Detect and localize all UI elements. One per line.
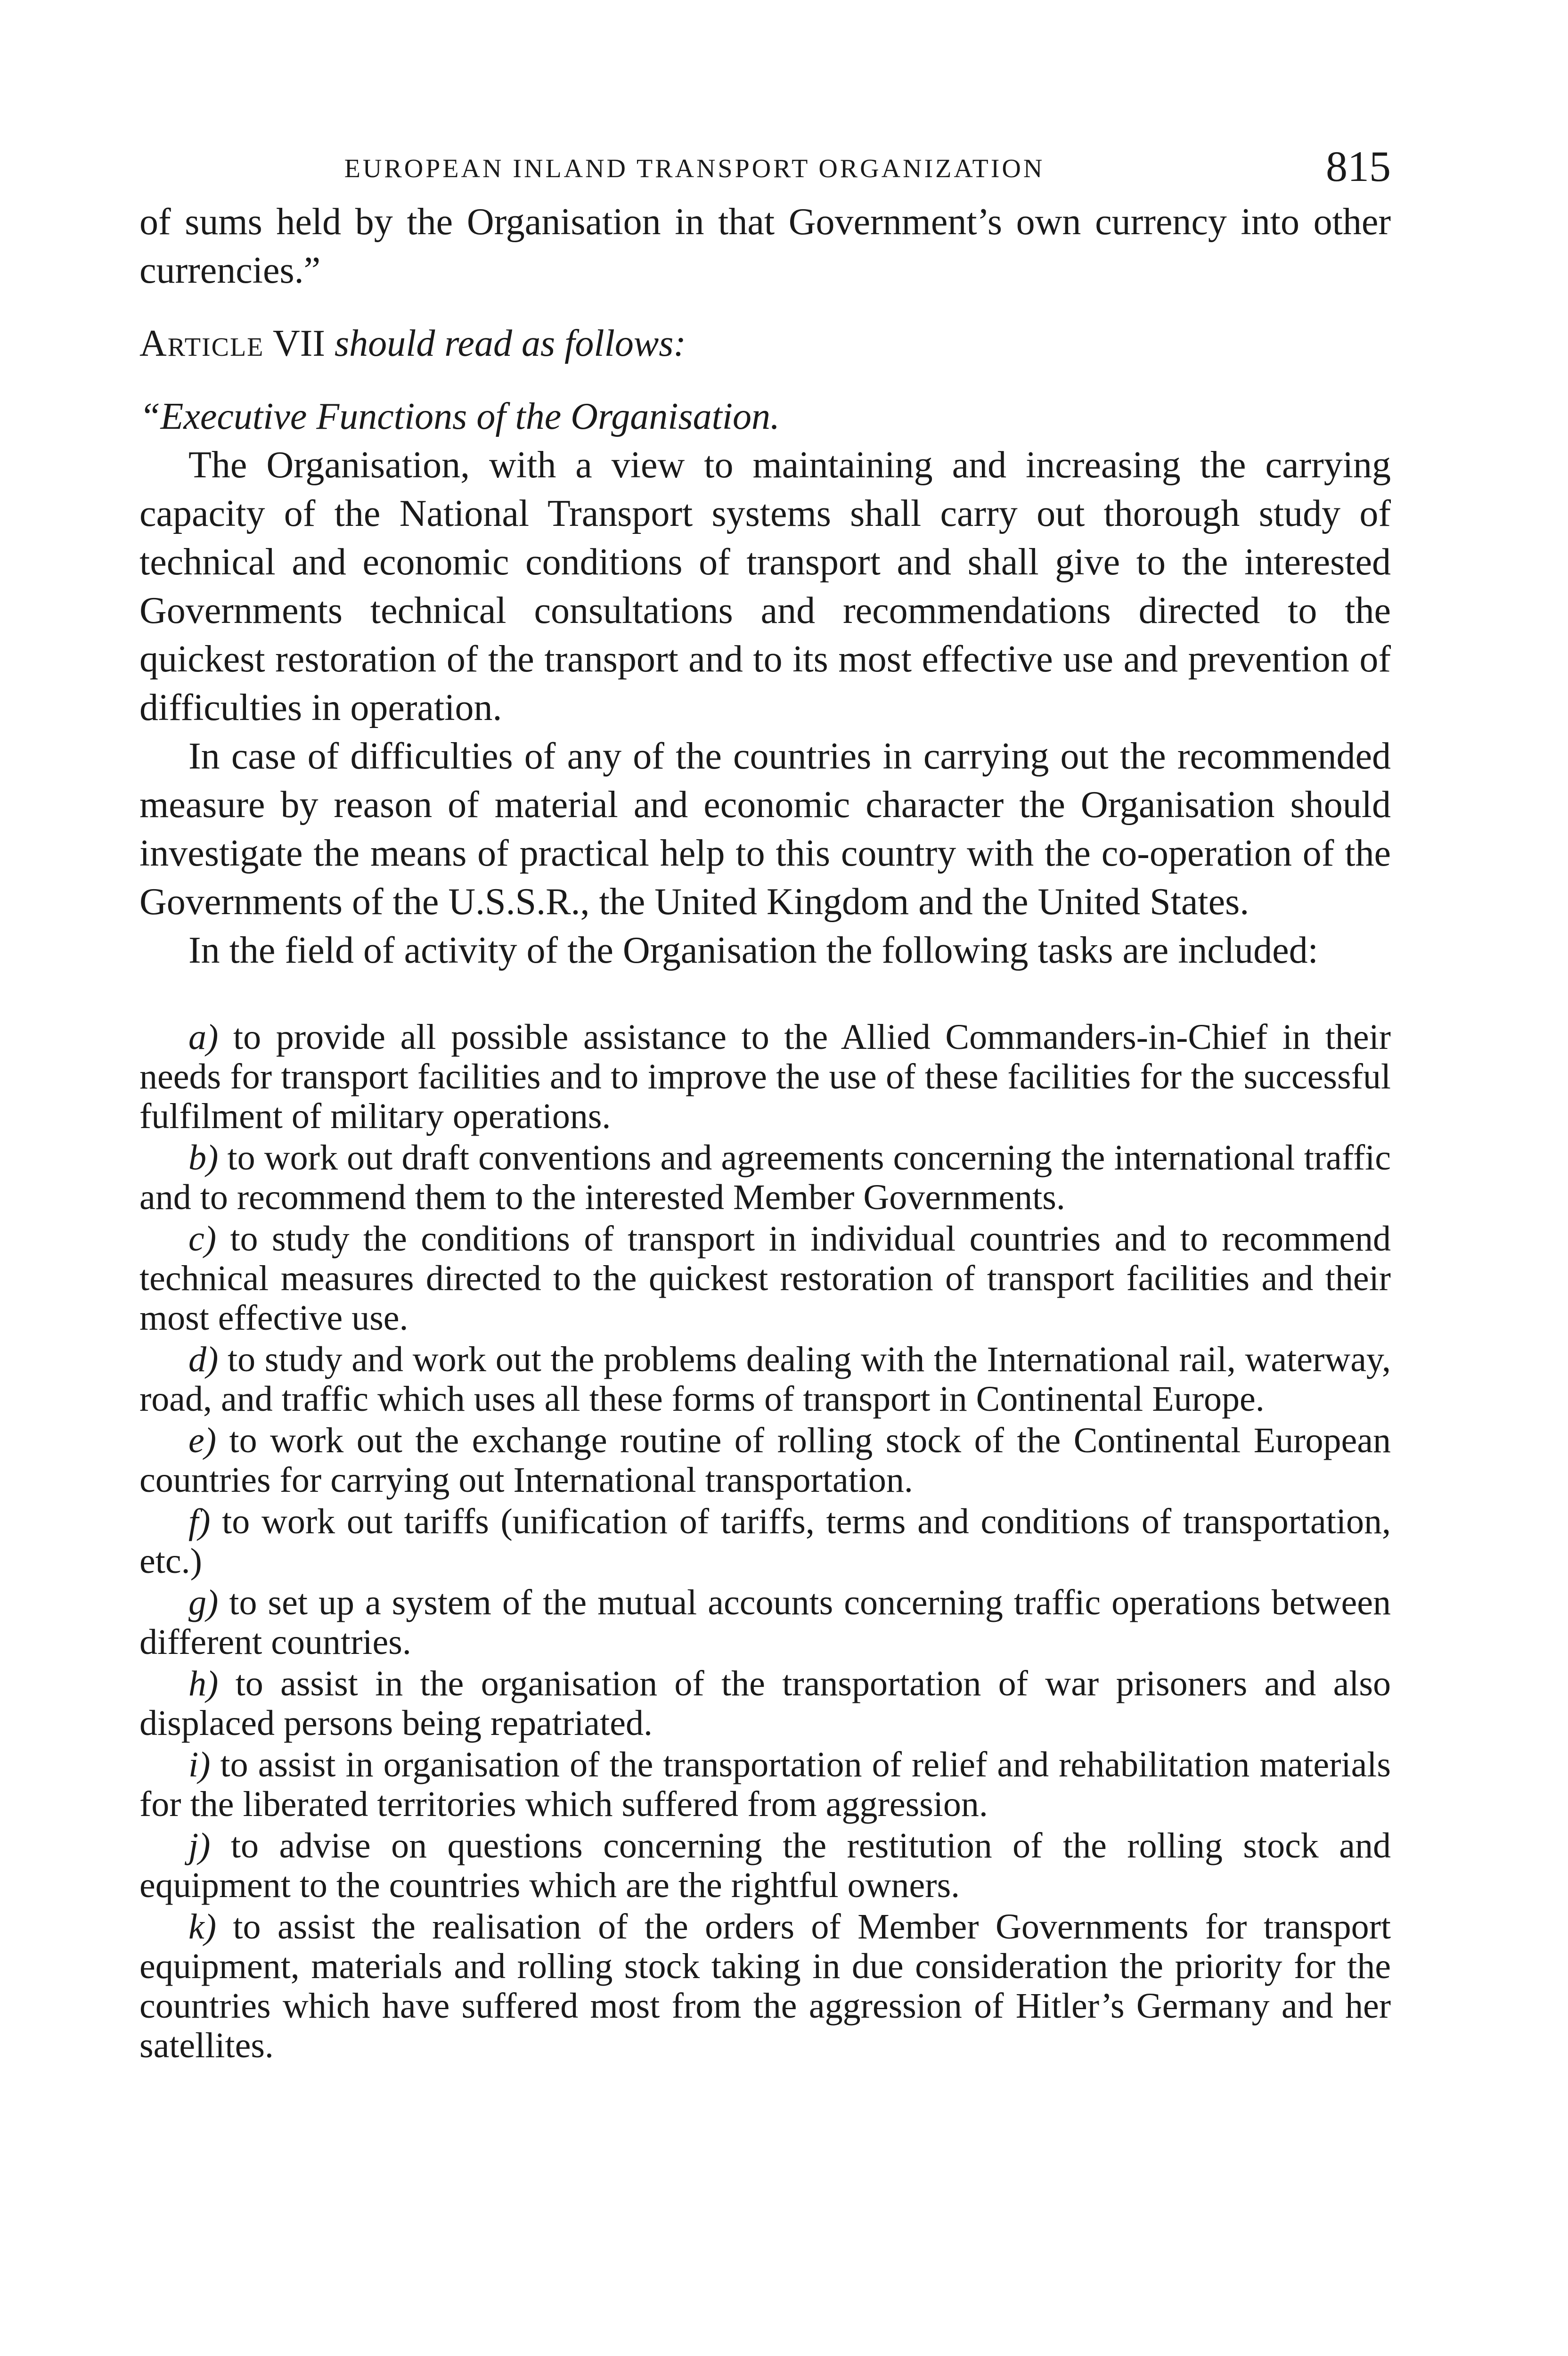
task-letter: i) [188, 1745, 211, 1784]
task-text: to assist in the organisation of the transportation of war prisoners and also displaced persons being repatriated. [139, 1664, 1391, 1743]
task-letter: j) [188, 1826, 211, 1865]
task-item-i [139, 1745, 1391, 1824]
task-text: to work out tariffs (unification of tariffs, terms and conditions of transportation, etc.) [139, 1502, 1391, 1581]
task-item-f [139, 1502, 1391, 1581]
body-paragraph-1: The Organisation, with a view to maintaining and increasing the carrying capacity of the National Transport systems shall carry out thorough study of technical and economic conditions of transport and shall give to the interested Governments technical consultations and recommendations directed to the quickest restoration of the transport and to its most effective use and prevention of difficulties in operation. [139, 444, 1391, 728]
task-item-k [139, 1907, 1391, 2065]
task-letter: g) [188, 1583, 219, 1622]
task-item-h [139, 1664, 1391, 1743]
running-header [139, 141, 1391, 198]
article-instruction: should read as follows: [335, 323, 686, 364]
task-letter: h) [188, 1664, 219, 1703]
task-text: to advise on questions concerning the restitution of the rolling stock and equipment to the countries which are the rightful owners. [139, 1826, 1391, 1905]
task-text: to study the conditions of transport in individual countries and to recommend technical measures directed to the quickest restoration of transport facilities and their most effective use. [139, 1219, 1391, 1338]
opening-paragraph: of sums held by the Organisation in that Government’s own currency into other currencies.” [139, 201, 1391, 291]
task-letter: c) [188, 1219, 217, 1259]
task-text: to study and work out the problems dealing with the International rail, waterway, road, and traffic which uses all these forms of transport in Continental Europe. [139, 1340, 1391, 1419]
task-text: to provide all possible assistance to the Allied Commanders-in-Chief in their needs for transport facilities and to improve the use of these facilities for the successful fulfilment of military operations. [139, 1017, 1391, 1136]
task-text: to work out the exchange routine of rolling stock of the Continental European countries for carrying out International transportation. [139, 1421, 1391, 1500]
task-item-b [139, 1138, 1391, 1217]
task-item-g [139, 1583, 1391, 1662]
page-number: 815 [1326, 142, 1391, 190]
task-letter: f) [188, 1502, 211, 1541]
task-letter: b) [188, 1138, 219, 1178]
task-text: to work out draft conventions and agreements concerning the international traffic and to recommend them to the interested Member Governments. [139, 1138, 1391, 1217]
running-title: EUROPEAN INLAND TRANSPORT ORGANIZATION [344, 154, 1045, 183]
task-item-c [139, 1219, 1391, 1338]
task-text: to assist in organisation of the transportation of relief and rehabilitation materials for the liberated territories which suffered from aggression. [139, 1745, 1391, 1824]
task-text: to assist the realisation of the orders of Member Governments for transport equipment, materials and rolling stock taking in due consideration the priority for the countries which have suffered most from the aggression of Hitler’s Germany and her satellites. [139, 1907, 1391, 2065]
task-letter: d) [188, 1340, 219, 1379]
document-page [139, 141, 1391, 2065]
task-letter: a) [188, 1017, 219, 1057]
task-item-e [139, 1421, 1391, 1500]
section-subheading: “Executive Functions of the Organisation. [139, 396, 780, 437]
task-letter: k) [188, 1907, 217, 1947]
task-item-a [139, 1017, 1391, 1136]
body-paragraph-2: In case of difficulties of any of the countries in carrying out the recommended measure by reason of material and economic character the Organisation should investigate the means of practical help to this country with the co-operation of the Governments of the U.S.S.R., the United Kingdom and the United States. [139, 736, 1391, 923]
task-letter: e) [188, 1421, 217, 1460]
task-list [139, 1017, 1391, 2065]
article-word: Article [139, 323, 264, 364]
task-item-d [139, 1340, 1391, 1419]
article-heading [139, 319, 1391, 368]
body-paragraph-3: In the field of activity of the Organisation the following tasks are included: [188, 930, 1318, 971]
task-item-j [139, 1826, 1391, 1905]
article-number: VII [264, 323, 335, 364]
task-text: to set up a system of the mutual accounts concerning traffic operations between different countries. [139, 1583, 1391, 1662]
